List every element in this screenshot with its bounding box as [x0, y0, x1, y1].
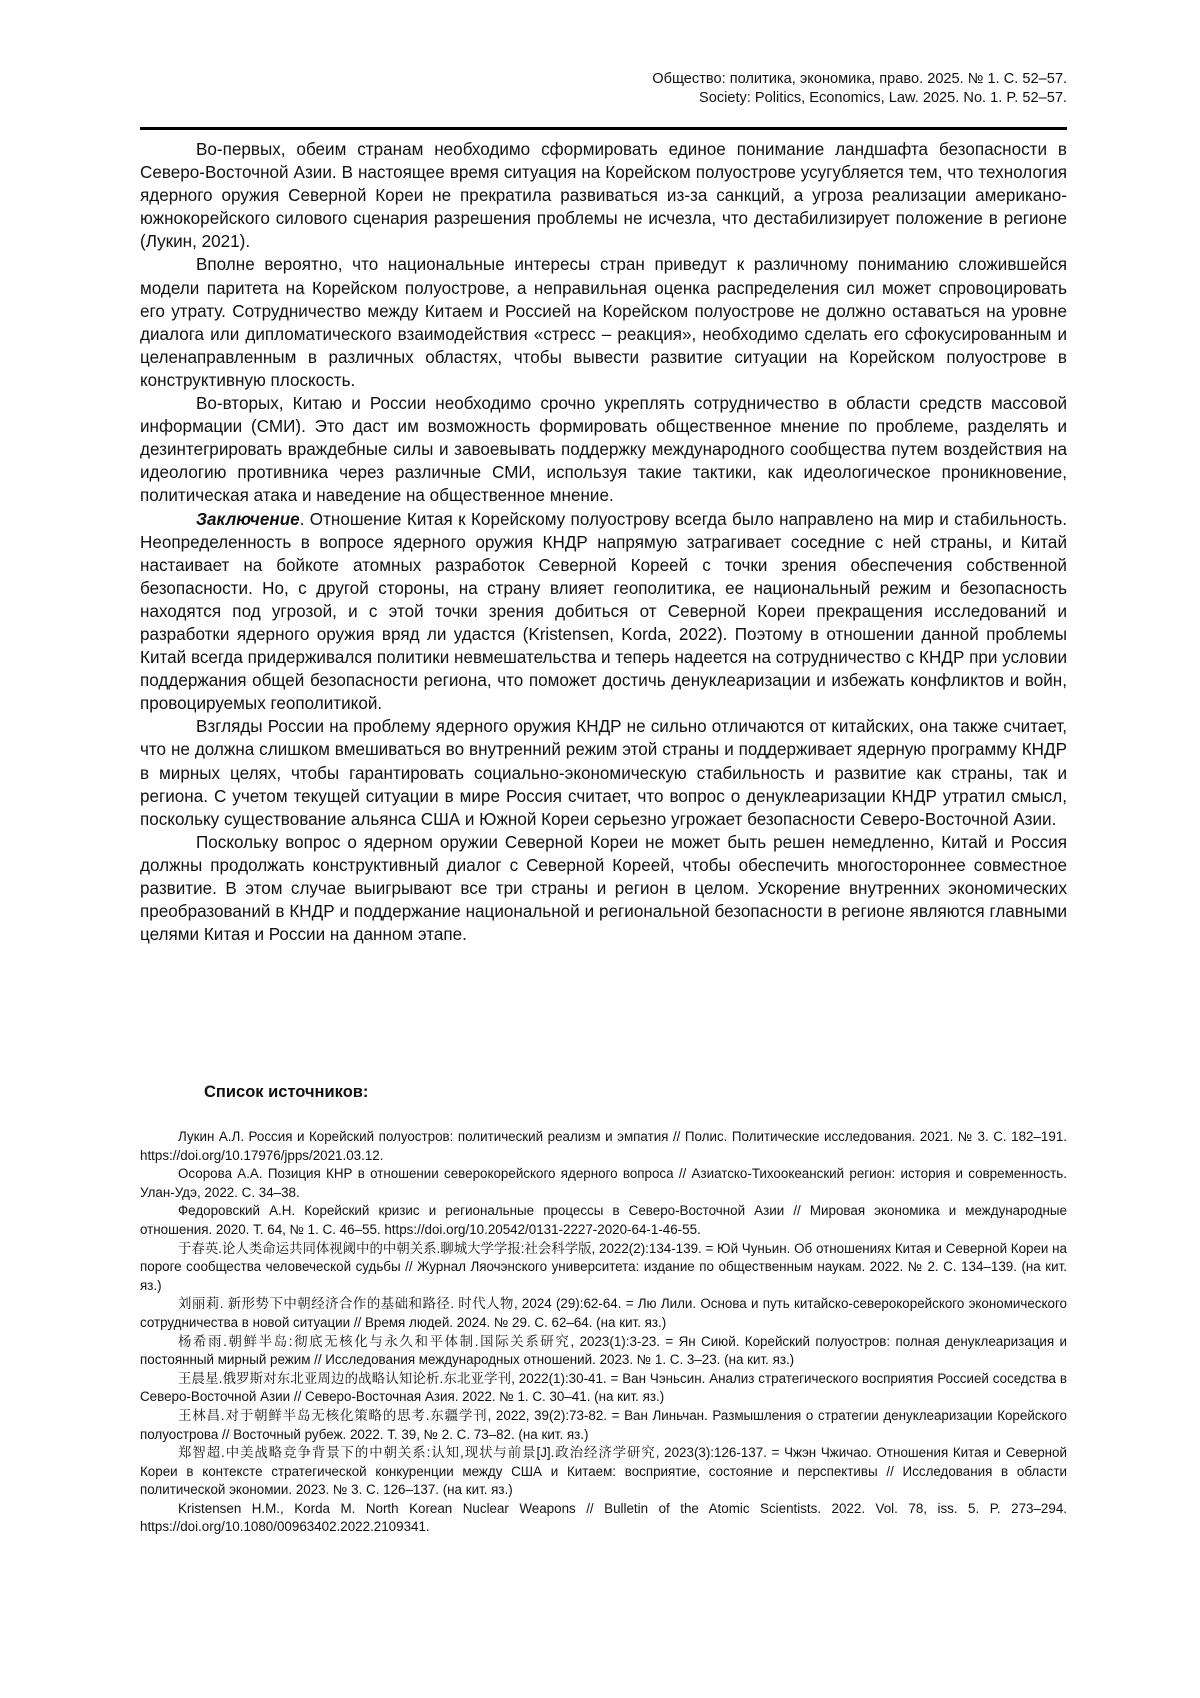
running-header: [140, 70, 1067, 108]
references-list: [140, 1128, 1067, 1537]
reference-item: 王林昌.对于朝鲜半岛无核化策略的思考.东疆学刊, 2022, 39(2):73-82. = Ван Линьчан. Размышления о стратегии денуклеаризации Корейского полуострова // Восточный рубеж. 2022. Т. 39, № 2. С. 73–82. (на кит. яз.): [140, 1407, 1067, 1442]
paragraph: Взгляды России на проблему ядерного оружия КНДР не сильно отличаются от китайских, она также считает, что не должна слишком вмешиваться во внутренний режим этой страны и поддерживает ядерную программу КНДР в мирных целях, чтобы гарантировать социально-экономическую стабильность и развитие как страны, так и региона. С учетом текущей ситуации в мире Россия считает, что вопрос о денуклеаризации КНДР утратил смысл, поскольку существование альянса США и Южной Кореи серьезно угрожает безопасности Северо-Восточной Азии.: [140, 717, 1067, 829]
reference-item: 王晨星.俄罗斯对东北亚周边的战略认知论析.东北亚学刊, 2022(1):30-41. = Ван Чэньсин. Анализ стратегического восприятия Россией соседства в Северо-Восточной Азии // Северо-Восточная Азия. 2022. № 1. С. 30–41. (на кит. яз.): [140, 1370, 1067, 1405]
reference-item: 杨希雨.朝鲜半岛:彻底无核化与永久和平体制.国际关系研究, 2023(1):3-23. = Ян Сиюй. Корейский полуостров: полная денуклеаризация и постоянный мирный режим // Исследования международных отношений. 2023. № 1. С. 3–23. (на кит. яз.): [140, 1333, 1067, 1368]
header-line-ru: Общество: политика, экономика, право. 2025. № 1. С. 52–57.: [652, 71, 1067, 87]
header-line-en: Society: Politics, Economics, Law. 2025. No. 1. P. 52–57.: [698, 90, 1067, 106]
paragraph: Во-вторых, Китаю и России необходимо срочно укреплять сотрудничество в области средств массовой информации (СМИ). Это даст им возможность формировать общественное мнение по проблеме, разделять и дезинтегрировать враждебные силы и завоевывать поддержку международного сообщества путем воздействия на идеологию противника через различные СМИ, используя такие тактики, как идеологическое проникновение, политическая атака и наведение на общественное мнение.: [140, 394, 1067, 506]
reference-item: Федоровский А.Н. Корейский кризис и региональные процессы в Северо-Восточной Азии // Мировая экономика и международные отношения. 2020. Т. 64, № 1. С. 46–55. https://doi.org/10.20542/0131-2227-2020-64-1-46-55.: [140, 1203, 1067, 1237]
paragraph: Во-первых, обеим странам необходимо сформировать единое понимание ландшафта безопасности в Северо-Восточной Азии. В настоящее время ситуация на Корейском полуострове усугубляется тем, что технология ядерного оружия Северной Кореи не прекратила развиваться из-за санкций, а угроза реализации американо-южнокорейского силового сценария разрешения проблемы не исчезла, что дестабилизирует положение в регионе (Лукин, 2021).: [140, 140, 1067, 252]
reference-item: Лукин А.Л. Россия и Корейский полуостров: политический реализм и эмпатия // Полис. Политические исследования. 2021. № 3. С. 182–191. https://doi.org/10.17976/jpps/2021.03.12.: [140, 1129, 1067, 1163]
paragraph: Поскольку вопрос о ядерном оружии Северной Кореи не может быть решен немедленно, Китай и Россия должны продолжать конструктивный диалог с Северной Кореей, чтобы обеспечить многостороннее совместное развитие. В этом случае выигрывают все три страны и регион в целом. Ускорение внутренних экономических преобразований в КНДР и поддержание национальной и региональной безопасности в регионе являются главными целями Китая и России на данном этапе.: [140, 832, 1067, 945]
paragraph: Вполне вероятно, что национальные интересы стран приведут к различному пониманию сложившейся модели паритета на Корейском полуострове, а неправильная оценка распределения сил может спровоцировать его утрату. Сотрудничество между Китаем и Россией на Корейском полуострове не должно оставаться на уровне диалога или дипломатического взаимодействия «стресс – реакция», необходимо сделать его сфокусированным и целенаправленным в различных областях, чтобы вывести развитие ситуации на Корейском полуострове в конструктивную плоскость.: [140, 255, 1067, 390]
header-rule: [140, 127, 1067, 130]
references-title: Список источников:: [204, 1083, 369, 1101]
conclusion-lead: Заключение: [196, 509, 300, 529]
reference-item: 郑智超.中美战略竞争背景下的中朝关系:认知,现状与前景[J].政治经济学研究, 2023(3):126-137. = Чжэн Чжичао. Отношения Китая и Северной Кореи в контексте стратегической конкуренции между США и Китаем: восприятие, состояние и перспективы // Исследования в области политической экономии. 2023. № 3. С. 126–137. (на кит. яз.): [140, 1445, 1067, 1498]
body-text: [140, 138, 1067, 946]
conclusion-text: . Отношение Китая к Корейскому полуострову всегда было направлено на мир и стабильность. Неопределенность в вопросе ядерного оружия КНДР напрямую затрагивает соседние с ней страны, и Китай настаивает на бойкоте атомных разработок Северной Кореей с точки зрения обеспечения собственной безопасности. Но, с другой стороны, на страну влияет геополитика, ее национальный режим и безопасность находятся под угрозой, и с этой точки зрения добиться от Северной Кореи прекращения исследований и разработки ядерного оружия вряд ли удастся (Kristensen, Korda, 2022). Поэтому в отношении данной проблемы Китай всегда придерживался политики невмешательства и теперь надеется на сотрудничество с КНДР при условии поддержания общей безопасности региона, что поможет достичь денуклеаризации и избежать конфликтов и войн, провоцируемых геополитикой.: [140, 509, 1067, 714]
reference-item: 于春英.论人类命运共同体视阈中的中朝关系.聊城大学学报:社会科学版, 2022(2):134-139. = Юй Чуньин. Об отношениях Китая и Северной Кореи на пороге сообщества человеческой судьбы // Журнал Ляочэнского университета: издание по общественным наукам. 2022. № 2. С. 134–139. (на кит. яз.): [140, 1240, 1067, 1293]
reference-item: 刘丽莉. 新形势下中朝经济合作的基础和路径. 时代人物, 2024 (29):62-64. = Лю Лили. Основа и путь китайско-северокорейского экономического сотрудничества в новой ситуации // Время людей. 2024. № 29. С. 62–64. (на кит. яз.): [140, 1296, 1067, 1330]
reference-item: Осорова А.А. Позиция КНР в отношении северокорейского ядерного вопроса // Азиатско-Тихоокеанский регион: история и современность. Улан-Удэ, 2022. С. 34–38.: [140, 1166, 1067, 1200]
paragraph-conclusion: [140, 508, 1067, 716]
reference-item: Kristensen H.M., Korda M. North Korean Nuclear Weapons // Bulletin of the Atomic Scientists. 2022. Vol. 78, iss. 5. P. 273–294. https://doi.org/10.1080/00963402.2022.2109341.: [140, 1500, 1067, 1535]
